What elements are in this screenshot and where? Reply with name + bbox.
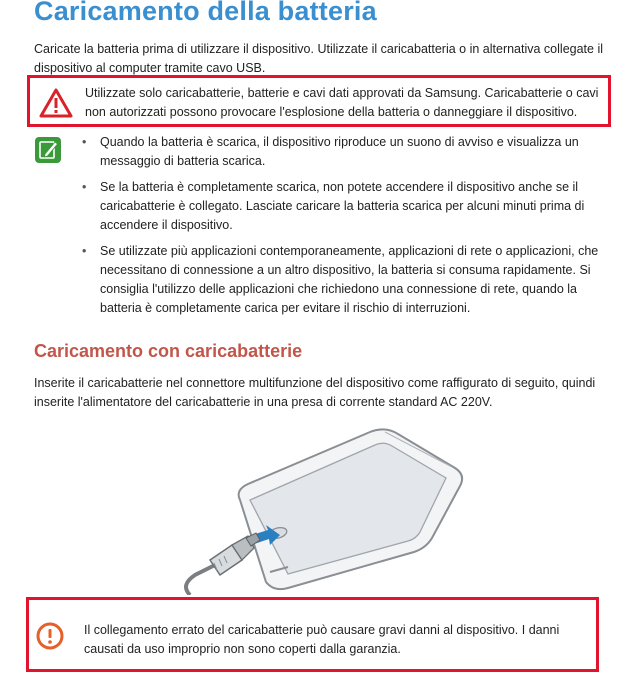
intro-paragraph: Caricate la batteria prima di utilizzare il dispositivo. Utilizzate il caricabatteria o in alternativa collegate il dispositivo al computer tramite cavo USB. [34,42,604,75]
phone-charging-illustration [170,420,490,595]
usb-cable-image [186,533,260,595]
warning-box [27,75,611,127]
section-title: Caricamento con caricabatterie [34,341,303,361]
warning-text: Utilizzate solo caricabatterie, batterie e cavi dati approvati da Samsung. Caricabatterie o cavi non autorizzati possono provocare l'esplosione della batteria o danneggiare il dispositivo. [85,86,599,119]
note-list [82,133,602,325]
note-pencil-icon [34,136,62,164]
caution-text: Il collegamento errato del caricabatterie può causare gravi danni al dispositivo. I danni causati da uso improprio non sono coperti dalla garanzia. [84,623,560,656]
phone-image [239,429,463,589]
note-item: • Se utilizzate più applicazioni contemporaneamente, applicazioni di rete o applicazioni, che necessitano di connessione a un altro dispositivo, la batteria si consuma rapidamente. Si consiglia l'utilizzo delle applicazioni che richiedono una connessione di rete, quando la batteria è completamente carica per evitare il rischio di interruzioni. [82,242,602,318]
caution-exclamation-icon [36,622,64,650]
note-item: • Se la batteria è completamente scarica, non potete accendere il dispositivo anche se il caricabatterie è collegato. Lasciate caricare la batteria scarica per alcuni minuti prima di accendere il dispositivo. [82,178,602,235]
note-item: • Quando la batteria è scarica, il dispositivo riproduce un suono di avviso e visualizza un messaggio di batteria scarica. [82,133,602,171]
section-paragraph: Inserite il caricabatterie nel connettore multifunzione del dispositivo come raffigurato di seguito, quindi inserite l'alimentatore del caricabatterie in una presa di corrente standard AC 220V. [34,376,596,409]
warning-triangle-icon [39,88,73,118]
caution-box [26,597,599,672]
page-title: Caricamento della batteria [34,0,377,26]
